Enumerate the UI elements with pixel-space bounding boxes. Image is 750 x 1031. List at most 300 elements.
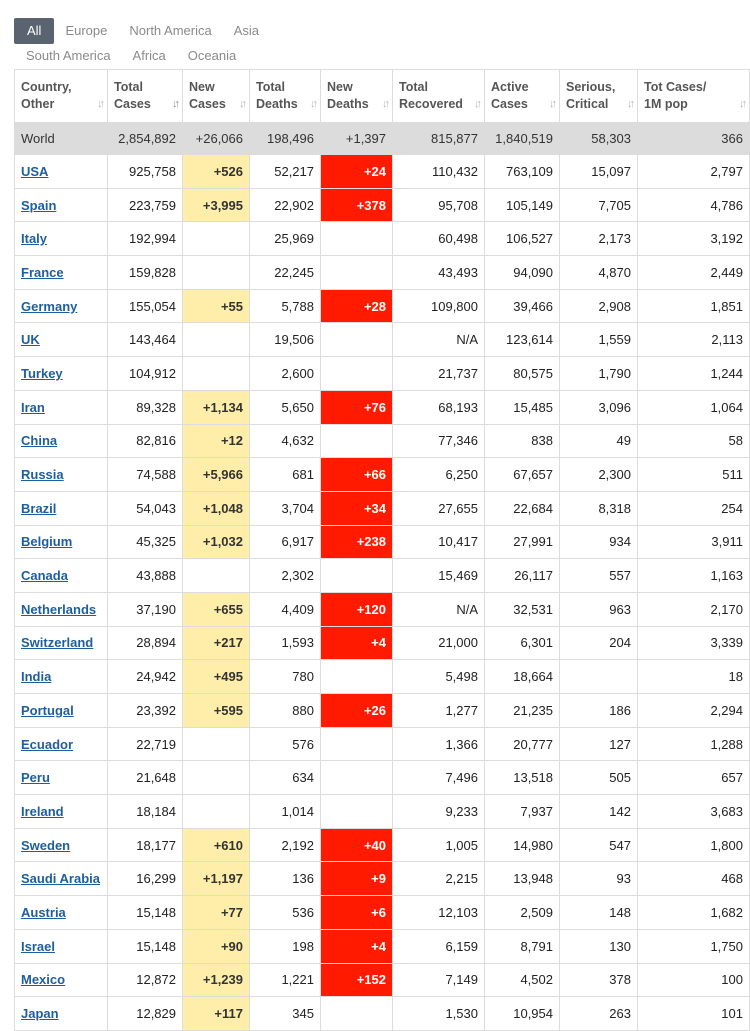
table-body: [15, 123, 750, 1031]
country-link[interactable]: Belgium: [21, 534, 73, 550]
table-row: [15, 256, 750, 290]
header-label-line: 1M pop: [644, 97, 688, 111]
country-link[interactable]: Japan: [21, 1006, 59, 1022]
cell-total-recovered: 7,496: [393, 761, 485, 795]
sort-icon[interactable]: ↓↑: [382, 98, 387, 110]
table-row: [15, 694, 750, 728]
cell-serious-critical: 204: [560, 626, 638, 660]
cell-new-cases: +655: [183, 592, 250, 626]
cell-serious-critical: 963: [560, 592, 638, 626]
cell-total-deaths: 25,969: [250, 222, 321, 256]
country-link[interactable]: Saudi Arabia: [21, 871, 100, 887]
cell-active-cases: 20,777: [485, 727, 560, 761]
table-row: [15, 357, 750, 391]
cell-total-recovered: 1,530: [393, 997, 485, 1031]
country-link[interactable]: Brazil: [21, 500, 57, 516]
header-tot-cases-per-1m[interactable]: [638, 70, 750, 123]
cell-total-recovered: 815,877: [393, 123, 485, 155]
cell-serious-critical: 378: [560, 963, 638, 997]
cell-new-cases: +3,995: [183, 188, 250, 222]
tab-north-america[interactable]: North America: [129, 23, 212, 38]
cell-serious-critical: 148: [560, 896, 638, 930]
cell-new-deaths: +24: [321, 155, 393, 189]
cell-active-cases: 8,791: [485, 929, 560, 963]
cell-tot-cases-per-1m: 2,113: [638, 323, 750, 357]
cell-new-deaths: +9: [321, 862, 393, 896]
country-link[interactable]: Ireland: [21, 803, 64, 819]
country-link[interactable]: China: [21, 433, 58, 449]
cell-tot-cases-per-1m: 1,800: [638, 828, 750, 862]
cell-serious-critical: 142: [560, 795, 638, 829]
tab-row-1: [14, 18, 714, 44]
cell-total-recovered: 2,215: [393, 862, 485, 896]
cell-tot-cases-per-1m: 3,339: [638, 626, 750, 660]
cases-table-container[interactable]: [14, 69, 744, 1024]
cell-total-cases: 12,872: [108, 963, 183, 997]
header-label: [399, 79, 478, 113]
cell-new-cases: [183, 256, 250, 290]
tab-oceania[interactable]: Oceania: [187, 48, 237, 63]
cell-total-cases: 82,816: [108, 424, 183, 458]
cell-active-cases: 26,117: [485, 559, 560, 593]
cell-active-cases: 6,301: [485, 626, 560, 660]
header-label-line: Total: [399, 80, 428, 94]
country-link[interactable]: Turkey: [21, 365, 63, 381]
table-row: [15, 458, 750, 492]
cell-tot-cases-per-1m: 18: [638, 660, 750, 694]
table-row: [15, 929, 750, 963]
cell-serious-critical: 1,790: [560, 357, 638, 391]
country-link[interactable]: Sweden: [21, 837, 71, 853]
sort-icon[interactable]: ↓↑: [474, 98, 479, 110]
cell-country: [15, 458, 108, 492]
cell-serious-critical: 2,300: [560, 458, 638, 492]
cell-new-deaths: [321, 559, 393, 593]
cell-total-deaths: 136: [250, 862, 321, 896]
cell-active-cases: 123,614: [485, 323, 560, 357]
cell-total-deaths: 3,704: [250, 491, 321, 525]
header-label-line: New: [189, 80, 215, 94]
cell-serious-critical: 1,559: [560, 323, 638, 357]
country-link[interactable]: Iran: [21, 399, 45, 415]
header-label: [644, 79, 743, 113]
cell-new-cases: [183, 795, 250, 829]
cell-new-deaths: +1,397: [321, 123, 393, 155]
cell-total-deaths: 576: [250, 727, 321, 761]
cell-total-cases: 89,328: [108, 390, 183, 424]
cell-new-cases: +1,239: [183, 963, 250, 997]
sort-icon[interactable]: ↓↑: [172, 98, 177, 110]
cell-total-cases: 22,719: [108, 727, 183, 761]
cell-serious-critical: 127: [560, 727, 638, 761]
cell-tot-cases-per-1m: 101: [638, 997, 750, 1031]
cell-active-cases: 763,109: [485, 155, 560, 189]
cell-serious-critical: 93: [560, 862, 638, 896]
cell-new-deaths: +40: [321, 828, 393, 862]
cell-total-recovered: 21,737: [393, 357, 485, 391]
cell-total-cases: 43,888: [108, 559, 183, 593]
cell-tot-cases-per-1m: 3,911: [638, 525, 750, 559]
cell-tot-cases-per-1m: 4,786: [638, 188, 750, 222]
cell-serious-critical: 934: [560, 525, 638, 559]
cell-total-recovered: 110,432: [393, 155, 485, 189]
cell-country: World: [15, 123, 108, 155]
cell-total-cases: 15,148: [108, 896, 183, 930]
cell-tot-cases-per-1m: 2,170: [638, 592, 750, 626]
cell-country: [15, 862, 108, 896]
cell-total-cases: 74,588: [108, 458, 183, 492]
header-label-line: Deaths: [327, 97, 369, 111]
cell-new-deaths: +76: [321, 390, 393, 424]
cell-new-cases: +1,032: [183, 525, 250, 559]
cell-total-cases: 16,299: [108, 862, 183, 896]
cell-tot-cases-per-1m: 1,244: [638, 357, 750, 391]
cell-active-cases: 94,090: [485, 256, 560, 290]
cell-new-cases: +610: [183, 828, 250, 862]
world-total-row: [15, 123, 750, 155]
cell-total-recovered: 109,800: [393, 289, 485, 323]
header-label-line: Recovered: [399, 97, 463, 111]
cell-total-recovered: 1,366: [393, 727, 485, 761]
cell-total-recovered: 1,277: [393, 694, 485, 728]
cell-country: [15, 660, 108, 694]
table-row: [15, 761, 750, 795]
sort-icon[interactable]: ↓↑: [549, 98, 554, 110]
cell-active-cases: 13,948: [485, 862, 560, 896]
table-row: [15, 828, 750, 862]
cell-total-recovered: 21,000: [393, 626, 485, 660]
cell-serious-critical: 15,097: [560, 155, 638, 189]
table-row: [15, 559, 750, 593]
cell-country: [15, 795, 108, 829]
cell-total-recovered: 77,346: [393, 424, 485, 458]
cell-new-deaths: [321, 997, 393, 1031]
cell-total-deaths: 22,902: [250, 188, 321, 222]
country-link[interactable]: Netherlands: [21, 601, 97, 617]
country-link[interactable]: Russia: [21, 467, 64, 483]
table-row: [15, 491, 750, 525]
cell-new-cases: [183, 357, 250, 391]
cell-serious-critical: 4,870: [560, 256, 638, 290]
cell-total-cases: 45,325: [108, 525, 183, 559]
cell-new-deaths: [321, 222, 393, 256]
header-label: [189, 79, 243, 113]
cell-total-recovered: N/A: [393, 323, 485, 357]
cell-country: [15, 896, 108, 930]
header-serious-critical[interactable]: [560, 70, 638, 123]
header-label-line: Cases: [491, 97, 528, 111]
cell-new-cases: +495: [183, 660, 250, 694]
table-row: [15, 424, 750, 458]
cell-new-deaths: +4: [321, 929, 393, 963]
country-link[interactable]: Italy: [21, 231, 48, 247]
header-new-deaths[interactable]: [321, 70, 393, 123]
cell-total-cases: 15,148: [108, 929, 183, 963]
country-link[interactable]: UK: [21, 332, 40, 348]
cell-new-deaths: [321, 727, 393, 761]
cell-total-cases: 159,828: [108, 256, 183, 290]
cell-tot-cases-per-1m: 1,682: [638, 896, 750, 930]
table-row: [15, 795, 750, 829]
cell-country: [15, 626, 108, 660]
table-row: [15, 626, 750, 660]
country-link[interactable]: France: [21, 264, 64, 280]
header-label: [327, 79, 386, 113]
cell-new-deaths: +66: [321, 458, 393, 492]
cell-new-cases: +77: [183, 896, 250, 930]
header-total-deaths[interactable]: [250, 70, 321, 123]
cell-tot-cases-per-1m: 1,750: [638, 929, 750, 963]
cell-active-cases: 10,954: [485, 997, 560, 1031]
cell-total-deaths: 4,409: [250, 592, 321, 626]
cell-country: [15, 727, 108, 761]
cell-new-deaths: [321, 795, 393, 829]
cell-total-recovered: 95,708: [393, 188, 485, 222]
cell-total-cases: 925,758: [108, 155, 183, 189]
cell-country: [15, 828, 108, 862]
cell-total-recovered: 1,005: [393, 828, 485, 862]
cell-new-deaths: +34: [321, 491, 393, 525]
cell-country: [15, 289, 108, 323]
cell-total-deaths: 681: [250, 458, 321, 492]
sort-icon[interactable]: ↓↑: [310, 98, 315, 110]
cell-total-cases: 23,392: [108, 694, 183, 728]
cell-new-cases: +1,197: [183, 862, 250, 896]
header-label-line: Active: [491, 80, 529, 94]
country-link[interactable]: Spain: [21, 197, 57, 213]
cell-new-cases: +90: [183, 929, 250, 963]
cell-total-recovered: 15,469: [393, 559, 485, 593]
cell-country: [15, 188, 108, 222]
cell-new-cases: +217: [183, 626, 250, 660]
cell-total-cases: 143,464: [108, 323, 183, 357]
country-link[interactable]: Switzerland: [21, 635, 94, 651]
cell-new-deaths: +6: [321, 896, 393, 930]
cell-total-cases: 28,894: [108, 626, 183, 660]
table-row: [15, 289, 750, 323]
header-total-cases[interactable]: [108, 70, 183, 123]
cell-tot-cases-per-1m: 2,449: [638, 256, 750, 290]
header-label: [21, 79, 101, 113]
sort-icon[interactable]: ↓↑: [97, 98, 102, 110]
cell-country: [15, 963, 108, 997]
table-row: [15, 660, 750, 694]
cell-total-deaths: 6,917: [250, 525, 321, 559]
cell-new-cases: +595: [183, 694, 250, 728]
cell-active-cases: 14,980: [485, 828, 560, 862]
cell-total-deaths: 1,593: [250, 626, 321, 660]
cell-total-recovered: 6,159: [393, 929, 485, 963]
cell-total-deaths: 198: [250, 929, 321, 963]
cell-total-cases: 12,829: [108, 997, 183, 1031]
cell-new-deaths: +120: [321, 592, 393, 626]
cell-total-recovered: N/A: [393, 592, 485, 626]
cell-country: [15, 256, 108, 290]
cell-new-cases: +55: [183, 289, 250, 323]
table-row: [15, 862, 750, 896]
table-row: [15, 525, 750, 559]
cell-active-cases: 838: [485, 424, 560, 458]
table-row: [15, 188, 750, 222]
cell-total-recovered: 43,493: [393, 256, 485, 290]
tab-asia[interactable]: Asia: [233, 23, 260, 38]
cell-new-deaths: [321, 256, 393, 290]
header-label-line: Other: [21, 97, 55, 111]
sort-icon[interactable]: ↓↑: [239, 98, 244, 110]
cell-active-cases: 67,657: [485, 458, 560, 492]
cell-country: [15, 323, 108, 357]
cell-serious-critical: 3,096: [560, 390, 638, 424]
table-row: [15, 896, 750, 930]
cell-tot-cases-per-1m: 1,851: [638, 289, 750, 323]
country-link[interactable]: Israel: [21, 938, 55, 954]
cell-total-recovered: 9,233: [393, 795, 485, 829]
cell-new-deaths: [321, 424, 393, 458]
cell-active-cases: 39,466: [485, 289, 560, 323]
header-label-line: Tot Cases/: [644, 80, 707, 94]
cell-serious-critical: 2,908: [560, 289, 638, 323]
cell-total-cases: 2,854,892: [108, 123, 183, 155]
cell-country: [15, 929, 108, 963]
header-label-line: Country,: [21, 80, 72, 94]
table-row: [15, 963, 750, 997]
cell-total-cases: 223,759: [108, 188, 183, 222]
table-row: [15, 222, 750, 256]
header-label: [114, 79, 176, 113]
header-label: [256, 79, 314, 113]
table-row: [15, 727, 750, 761]
country-link[interactable]: Peru: [21, 770, 50, 786]
header-label-line: New: [327, 80, 353, 94]
cell-new-deaths: +4: [321, 626, 393, 660]
cell-active-cases: 18,664: [485, 660, 560, 694]
cell-country: [15, 155, 108, 189]
tab-south-america[interactable]: South America: [26, 48, 111, 63]
cell-total-deaths: 634: [250, 761, 321, 795]
tab-row-2: [14, 43, 714, 69]
table-row: [15, 390, 750, 424]
cell-total-deaths: 345: [250, 997, 321, 1031]
cell-serious-critical: 8,318: [560, 491, 638, 525]
header-active-cases[interactable]: [485, 70, 560, 123]
cell-country: [15, 390, 108, 424]
cell-serious-critical: 547: [560, 828, 638, 862]
cell-active-cases: 22,684: [485, 491, 560, 525]
cell-new-deaths: +26: [321, 694, 393, 728]
header-label-line: Serious,: [566, 80, 616, 94]
cell-total-deaths: 4,632: [250, 424, 321, 458]
cell-total-cases: 192,994: [108, 222, 183, 256]
cell-total-deaths: 2,192: [250, 828, 321, 862]
cell-total-deaths: 198,496: [250, 123, 321, 155]
cell-active-cases: 13,518: [485, 761, 560, 795]
cell-total-deaths: 1,014: [250, 795, 321, 829]
cell-active-cases: 27,991: [485, 525, 560, 559]
cell-new-deaths: +238: [321, 525, 393, 559]
sort-icon[interactable]: ↓↑: [627, 98, 632, 110]
cell-total-deaths: 780: [250, 660, 321, 694]
country-link[interactable]: Canada: [21, 568, 68, 584]
header-new-cases[interactable]: [183, 70, 250, 123]
cell-total-recovered: 6,250: [393, 458, 485, 492]
cell-serious-critical: 49: [560, 424, 638, 458]
cell-new-cases: +26,066: [183, 123, 250, 155]
country-link[interactable]: Mexico: [21, 972, 66, 988]
cell-tot-cases-per-1m: 2,797: [638, 155, 750, 189]
cell-active-cases: 80,575: [485, 357, 560, 391]
tab-africa[interactable]: Africa: [132, 48, 166, 63]
header-label-line: Total: [256, 80, 285, 94]
table-header-row: [15, 70, 750, 123]
cell-country: [15, 222, 108, 256]
country-link[interactable]: Austria: [21, 904, 66, 920]
cell-tot-cases-per-1m: 254: [638, 491, 750, 525]
tab-europe[interactable]: Europe: [65, 23, 108, 38]
cell-new-cases: [183, 222, 250, 256]
table-row: [15, 155, 750, 189]
cell-tot-cases-per-1m: 468: [638, 862, 750, 896]
header-total-recovered[interactable]: [393, 70, 485, 123]
cell-new-cases: [183, 323, 250, 357]
cell-tot-cases-per-1m: 1,163: [638, 559, 750, 593]
cell-country: [15, 357, 108, 391]
cell-tot-cases-per-1m: 1,064: [638, 390, 750, 424]
cell-new-cases: +12: [183, 424, 250, 458]
header-label-line: Cases: [114, 97, 151, 111]
cell-total-recovered: 60,498: [393, 222, 485, 256]
cell-total-cases: 18,177: [108, 828, 183, 862]
cell-new-cases: +1,134: [183, 390, 250, 424]
cell-country: [15, 559, 108, 593]
tab-all[interactable]: All: [14, 18, 54, 44]
header-label-line: Critical: [566, 97, 609, 111]
cell-total-deaths: 880: [250, 694, 321, 728]
header-label: [566, 79, 631, 113]
cell-serious-critical: [560, 660, 638, 694]
cell-tot-cases-per-1m: 3,683: [638, 795, 750, 829]
cell-total-recovered: 27,655: [393, 491, 485, 525]
cell-total-recovered: 12,103: [393, 896, 485, 930]
cell-new-cases: +117: [183, 997, 250, 1031]
cell-tot-cases-per-1m: 511: [638, 458, 750, 492]
cell-new-deaths: [321, 357, 393, 391]
cell-total-deaths: 2,302: [250, 559, 321, 593]
table-row: [15, 997, 750, 1031]
cell-total-cases: 37,190: [108, 592, 183, 626]
cell-active-cases: 1,840,519: [485, 123, 560, 155]
country-link[interactable]: Portugal: [21, 702, 74, 718]
sort-icon[interactable]: ↓↑: [739, 98, 744, 110]
cell-active-cases: 106,527: [485, 222, 560, 256]
country-link[interactable]: Germany: [21, 298, 78, 314]
header-label-line: Deaths: [256, 97, 298, 111]
cell-total-deaths: 1,221: [250, 963, 321, 997]
cell-new-cases: [183, 761, 250, 795]
cell-country: [15, 525, 108, 559]
cell-new-deaths: [321, 323, 393, 357]
cell-serious-critical: 263: [560, 997, 638, 1031]
country-link[interactable]: USA: [21, 163, 49, 179]
country-link[interactable]: India: [21, 669, 52, 685]
cell-total-deaths: 5,788: [250, 289, 321, 323]
cell-total-recovered: 68,193: [393, 390, 485, 424]
table-row: [15, 592, 750, 626]
cell-total-deaths: 19,506: [250, 323, 321, 357]
country-link[interactable]: Ecuador: [21, 736, 74, 752]
cell-active-cases: 32,531: [485, 592, 560, 626]
header-country[interactable]: [15, 70, 108, 123]
cell-total-cases: 155,054: [108, 289, 183, 323]
